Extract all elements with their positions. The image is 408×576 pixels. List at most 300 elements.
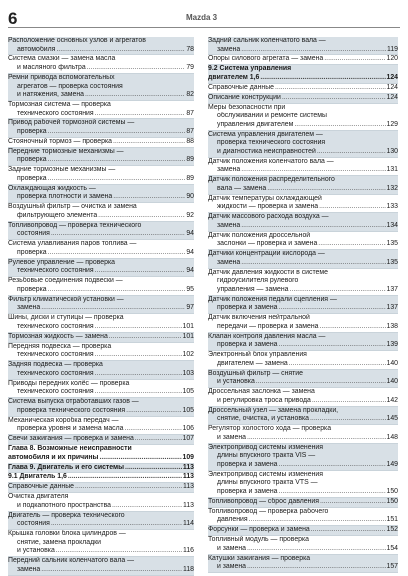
toc-entry-line: Ремни привода вспомогательных bbox=[8, 73, 115, 81]
toc-page-number: 130 bbox=[386, 147, 398, 155]
toc-page-number: 140 bbox=[386, 378, 398, 386]
toc-entry-title: состояния bbox=[17, 520, 50, 528]
toc-page-number: 114 bbox=[183, 520, 194, 528]
toc-page-number: 124 bbox=[386, 83, 398, 91]
dot-leader bbox=[48, 128, 186, 137]
toc-entry bbox=[8, 445, 194, 463]
toc-entry-title: проверка bbox=[17, 285, 47, 293]
toc-entry bbox=[8, 74, 194, 101]
dot-leader bbox=[249, 516, 386, 525]
toc-page-number: 151 bbox=[386, 516, 398, 524]
toc-entry-title: проверка bbox=[17, 174, 47, 182]
toc-entry-title: жидкости — проверка и замена bbox=[217, 203, 319, 211]
toc-entry bbox=[8, 398, 194, 416]
toc-entry-last-line bbox=[8, 91, 194, 100]
toc-entry-title: технического состояния bbox=[17, 322, 94, 330]
toc-page-number: 107 bbox=[182, 435, 194, 443]
toc-entry-title: проверка и замена bbox=[217, 460, 278, 468]
toc-entry-title: и подкапотного пространства bbox=[17, 501, 111, 509]
dot-leader bbox=[135, 435, 182, 444]
toc-entry-last-line bbox=[8, 230, 194, 239]
toc-entry-last-line bbox=[8, 566, 194, 575]
toc-entry-title: проверка и замена bbox=[217, 304, 278, 312]
toc-entry bbox=[8, 55, 194, 73]
toc-entry-title: технического состояния bbox=[17, 388, 94, 396]
toc-entry-last-line bbox=[208, 323, 398, 332]
toc-page-number: 82 bbox=[186, 91, 194, 99]
toc-entry bbox=[8, 380, 194, 398]
toc-page-number: 94 bbox=[186, 267, 194, 275]
dot-leader bbox=[311, 526, 386, 535]
toc-entry-last-line bbox=[8, 473, 194, 482]
toc-entry-title: Свечи зажигания — проверка и замена bbox=[8, 435, 134, 443]
toc-entry-last-line bbox=[208, 461, 398, 470]
toc-entry-last-line bbox=[8, 370, 194, 379]
dot-leader bbox=[75, 483, 182, 492]
toc-entry-line: Механическая коробка передач — bbox=[8, 416, 119, 424]
toc-entry bbox=[8, 101, 194, 119]
toc-entry-title: проверка bbox=[17, 248, 47, 256]
toc-entry-line: Рулевое управление — проверка bbox=[8, 258, 115, 266]
toc-entry-title: и установка bbox=[17, 547, 55, 555]
toc-page-number: 113 bbox=[183, 483, 194, 491]
toc-page-number: 140 bbox=[386, 359, 398, 367]
toc-page-number: 102 bbox=[182, 351, 194, 359]
toc-entry-line: Датчик положения педали сцепления — bbox=[208, 295, 337, 303]
toc-entry-title: и замена bbox=[217, 433, 246, 441]
toc-entry-last-line bbox=[8, 193, 194, 202]
toc-entry-line: Датчик массового расхода воздуха — bbox=[208, 213, 329, 221]
toc-page-number: 124 bbox=[386, 93, 398, 101]
toc-entry bbox=[8, 493, 194, 511]
dot-leader bbox=[279, 461, 386, 470]
toc-page-number: 92 bbox=[186, 211, 194, 219]
toc-entry-line: проверка технического состояния bbox=[217, 139, 326, 147]
toc-entry-title: проверка технического состояния bbox=[17, 406, 126, 414]
dot-leader bbox=[294, 121, 385, 130]
toc-entry bbox=[208, 176, 398, 194]
toc-entry-title: снятие, очистка, и установка bbox=[217, 415, 309, 423]
toc-entry-line: Система управления двигателем — bbox=[208, 130, 323, 138]
toc-entry-last-line bbox=[208, 516, 398, 525]
toc-entry-line: Тормозная система — проверка bbox=[8, 101, 111, 108]
toc-entry-line: Катушки зажигания — проверка bbox=[208, 554, 311, 562]
dot-leader bbox=[241, 259, 385, 268]
toc-entry-line: Шины, диски и ступицы — проверка bbox=[8, 314, 124, 322]
toc-page-number: 132 bbox=[386, 184, 398, 192]
toc-entry-title: давления bbox=[217, 516, 248, 524]
toc-entry-line: Топливопровод — проверка технического bbox=[8, 221, 142, 229]
toc-entry-title: управления двигателем bbox=[217, 120, 294, 128]
toc-entry-last-line bbox=[8, 175, 194, 184]
toc-page-number: 90 bbox=[186, 193, 194, 201]
toc-entry-line: Приводы передних колёс — проверка bbox=[8, 379, 130, 387]
toc-entry bbox=[208, 269, 398, 296]
dot-leader bbox=[95, 388, 182, 397]
toc-entry-title: автомобиля bbox=[17, 45, 56, 53]
dot-leader bbox=[95, 370, 182, 379]
toc-entry-last-line bbox=[208, 415, 398, 424]
toc-entry bbox=[8, 203, 194, 221]
toc-entry-last-line bbox=[208, 434, 398, 443]
toc-entry-line: Система смазки — замена масла bbox=[8, 55, 116, 63]
dot-leader bbox=[317, 148, 386, 157]
toc-page-number: 157 bbox=[386, 563, 398, 571]
toc-entry-line: Привод рабочей тормозной системы — bbox=[8, 119, 135, 127]
toc-entry-last-line bbox=[8, 435, 194, 444]
toc-entry-line: агрегатов — проверка состояния bbox=[17, 82, 123, 90]
toc-entry-line: Очистка двигателя bbox=[8, 493, 69, 501]
toc-page-number: 124 bbox=[386, 73, 398, 81]
toc-entry-line: Воздушный фильтр — снятие bbox=[208, 369, 303, 377]
dot-leader bbox=[125, 464, 182, 473]
toc-page-number: 119 bbox=[387, 45, 398, 53]
toc-entry-line: Задняя подвеска — проверка bbox=[8, 361, 103, 369]
dot-leader bbox=[56, 46, 185, 55]
toc-entry-line: Клапан контроля давления масла — bbox=[208, 332, 326, 340]
toc-page-number: 101 bbox=[182, 332, 194, 340]
dot-leader bbox=[124, 425, 181, 434]
toc-entry-title: технического состояния bbox=[17, 351, 94, 359]
toc-page-number: 79 bbox=[186, 64, 194, 72]
dot-leader bbox=[319, 203, 385, 212]
toc-entry-title: проверка bbox=[17, 156, 47, 164]
toc-entry-line: Топливопровод — проверка рабочего bbox=[208, 507, 329, 515]
toc-entry-last-line bbox=[208, 240, 398, 249]
dot-leader bbox=[48, 249, 186, 258]
toc-entry-title: замена bbox=[17, 565, 41, 573]
toc-page-number: 148 bbox=[386, 433, 398, 441]
toc-entry-last-line bbox=[8, 286, 194, 295]
toc-page-number: 101 bbox=[182, 322, 194, 330]
toc-entry-title: проверка и замена bbox=[217, 341, 278, 349]
toc-page-number: 118 bbox=[183, 565, 194, 573]
toc-entry-last-line bbox=[8, 323, 194, 332]
toc-entry-last-line bbox=[8, 46, 194, 55]
toc-entry bbox=[208, 407, 398, 425]
toc-entry-line: Дроссельная заслонка — замена bbox=[208, 388, 315, 396]
toc-entry bbox=[8, 277, 194, 295]
dot-leader bbox=[48, 175, 186, 184]
toc-entry-title: проверка плотности и замена bbox=[17, 193, 113, 201]
toc-entry-line: Электропривод системы изменения bbox=[208, 443, 323, 451]
toc-entry-last-line bbox=[208, 94, 398, 103]
toc-page-number: 87 bbox=[186, 109, 194, 117]
toc-entry bbox=[208, 195, 398, 213]
toc-entry-line: обслуживании и ремонте системы bbox=[217, 112, 327, 120]
toc-entry-last-line bbox=[208, 304, 398, 313]
toc-entry bbox=[8, 166, 194, 184]
dot-leader bbox=[85, 91, 185, 100]
toc-entry-line: Датчик включения нейтральной bbox=[208, 314, 310, 322]
toc-entry-title: Стояночный тормоз — проверка bbox=[8, 137, 112, 145]
toc-page-number: 89 bbox=[186, 174, 194, 182]
toc-entry-title: двигателем 1,6 bbox=[208, 73, 260, 81]
toc-page-number: 134 bbox=[386, 221, 398, 229]
toc-entry-title: и замена bbox=[217, 544, 246, 552]
toc-page-number: 87 bbox=[186, 128, 194, 136]
toc-entry-last-line bbox=[208, 526, 398, 535]
dot-leader bbox=[247, 563, 386, 572]
toc-entry-line: Меры безопасности при bbox=[208, 103, 286, 111]
toc-entry-line: Передние тормозные механизмы — bbox=[8, 147, 124, 155]
toc-entry-line: длины впускного тракта VTS — bbox=[217, 479, 318, 487]
toc-entry bbox=[208, 37, 398, 55]
toc-page-number: 94 bbox=[186, 248, 194, 256]
dot-leader bbox=[290, 286, 386, 295]
toc-page-number: 150 bbox=[386, 497, 398, 505]
toc-entry-title: технического состояния bbox=[17, 267, 94, 275]
dot-leader bbox=[282, 94, 386, 103]
toc-entry-title: Топливопровод — сброс давления bbox=[208, 497, 319, 505]
toc-page-number: 129 bbox=[386, 120, 398, 128]
toc-entry-last-line bbox=[208, 360, 398, 369]
toc-entry bbox=[8, 240, 194, 258]
toc-entry-line: Задние тормозные механизмы — bbox=[8, 166, 116, 174]
toc-page-number: 154 bbox=[386, 544, 398, 552]
toc-entry-line: Крышка головки блока цилиндров — bbox=[8, 530, 126, 538]
toc-entry-title: технического состояния bbox=[17, 369, 94, 377]
toc-entry bbox=[8, 119, 194, 137]
toc-page-number: 150 bbox=[386, 487, 398, 495]
toc-entry-title: замена bbox=[217, 221, 241, 229]
dot-leader bbox=[41, 566, 182, 575]
toc-page-number: 138 bbox=[386, 322, 398, 330]
toc-entry-last-line bbox=[208, 55, 398, 64]
toc-entry bbox=[208, 444, 398, 471]
toc-entry bbox=[208, 351, 398, 369]
toc-page-number: 133 bbox=[386, 203, 398, 211]
toc-entry-last-line bbox=[8, 64, 194, 73]
toc-entry-title: и масляного фильтра bbox=[17, 64, 86, 72]
dot-leader bbox=[87, 64, 186, 73]
toc-entry bbox=[208, 314, 398, 332]
toc-page-number: 135 bbox=[386, 240, 398, 248]
toc-entry bbox=[8, 512, 194, 530]
toc-entry bbox=[208, 55, 398, 65]
toc-entry bbox=[8, 530, 194, 557]
toc-page-number: 120 bbox=[386, 55, 398, 63]
toc-entry-title: замена bbox=[217, 258, 241, 266]
toc-entry-title: 9.1 Двигатель 1,6 bbox=[8, 473, 67, 481]
toc-entry bbox=[8, 343, 194, 361]
toc-entry-last-line bbox=[208, 397, 398, 406]
toc-entry-last-line bbox=[8, 454, 194, 463]
toc-entry bbox=[8, 417, 194, 435]
toc-entry-title: Глава 9. Двигатель и его системы bbox=[8, 463, 125, 471]
toc-entry-line: гидроусилителя рулевого bbox=[217, 277, 299, 285]
toc-entry-last-line bbox=[8, 464, 194, 473]
toc-page-number: 139 bbox=[386, 341, 398, 349]
dot-leader bbox=[95, 351, 182, 360]
toc-entry bbox=[208, 498, 398, 508]
toc-entry-title: замена bbox=[17, 304, 41, 312]
toc-entry-last-line bbox=[8, 547, 194, 556]
toc-entry bbox=[8, 138, 194, 148]
toc-page-number: 116 bbox=[183, 547, 194, 555]
toc-entry-last-line bbox=[208, 121, 398, 130]
toc-entry-line: Датчик давления жидкости в системе bbox=[208, 268, 328, 276]
toc-entry-line: Глава 8. Возможные неисправности bbox=[8, 445, 132, 453]
toc-entry-line: Датчик положения коленчатого вала — bbox=[208, 157, 334, 165]
toc-entry-title: автомобиля и их причины bbox=[8, 453, 99, 461]
toc-entry-title: и натяжения, замена bbox=[17, 91, 84, 99]
toc-page-number: 142 bbox=[386, 396, 398, 404]
dot-leader bbox=[241, 46, 386, 55]
toc-entry-last-line bbox=[8, 333, 194, 342]
toc-page-number: 94 bbox=[186, 230, 194, 238]
dot-leader bbox=[109, 333, 182, 342]
dot-leader bbox=[126, 407, 181, 416]
toc-entry bbox=[8, 557, 194, 575]
toc-entry-line: Электропривод системы изменения bbox=[208, 470, 323, 478]
dot-leader bbox=[99, 454, 181, 463]
dot-leader bbox=[279, 488, 386, 497]
toc-entry-last-line bbox=[8, 304, 194, 313]
toc-entry bbox=[208, 131, 398, 158]
toc-entry-last-line bbox=[208, 341, 398, 350]
toc-entry-title: технического состояния bbox=[17, 109, 94, 117]
toc-page-number: 152 bbox=[386, 526, 398, 534]
toc-entry-last-line bbox=[208, 259, 398, 268]
toc-entry bbox=[208, 508, 398, 526]
toc-entry-line: Электронный блок управления bbox=[208, 351, 307, 359]
dot-leader bbox=[289, 360, 386, 369]
toc-entry-title: проверка уровня и замена масла bbox=[17, 425, 124, 433]
toc-entry bbox=[8, 435, 194, 445]
toc-entry-title: Справочные данные bbox=[8, 483, 74, 491]
dot-leader bbox=[95, 323, 182, 332]
dot-leader bbox=[113, 138, 185, 147]
toc-entry bbox=[208, 158, 398, 176]
dot-leader bbox=[113, 193, 185, 202]
toc-entry-last-line bbox=[208, 563, 398, 572]
toc-entry-title: Тормозная жидкость — замена bbox=[8, 332, 108, 340]
dot-leader bbox=[51, 520, 182, 529]
toc-entry-last-line bbox=[8, 156, 194, 165]
toc-entry bbox=[208, 471, 398, 498]
dot-leader bbox=[324, 55, 385, 64]
toc-page-number: 137 bbox=[386, 285, 398, 293]
toc-entry-title: управления — замена bbox=[217, 285, 289, 293]
toc-page-number: 113 bbox=[182, 463, 194, 471]
toc-entry-last-line bbox=[8, 249, 194, 258]
toc-entry-last-line bbox=[208, 46, 398, 55]
toc-entry bbox=[208, 213, 398, 231]
toc-entry-line: Топливный модуль — проверка bbox=[208, 536, 309, 544]
toc-entry bbox=[8, 333, 194, 343]
toc-entry-line: Расположение основных узлов и агрегатов bbox=[8, 37, 146, 44]
toc-left-column bbox=[8, 37, 194, 576]
toc-entry-line: Датчик положения распределительного bbox=[208, 176, 335, 184]
dot-leader bbox=[98, 212, 185, 221]
toc-entry bbox=[208, 425, 398, 443]
toc-entry bbox=[8, 473, 194, 483]
toc-entry-last-line bbox=[8, 110, 194, 119]
toc-entry-last-line bbox=[208, 222, 398, 231]
toc-entry-line: Фильтр климатической установки — bbox=[8, 295, 124, 303]
toc-entry-title: фильтрующего элемента bbox=[17, 211, 98, 219]
toc-entry bbox=[8, 185, 194, 203]
toc-entry-line: Датчик температуры охлаждающей bbox=[208, 194, 322, 202]
toc-entry-line: Система выпуска отработавших газов — bbox=[8, 398, 139, 406]
dot-leader bbox=[267, 185, 385, 194]
toc-entry-last-line bbox=[208, 488, 398, 497]
toc-entry bbox=[208, 388, 398, 406]
toc-entry-last-line bbox=[8, 267, 194, 276]
toc-entry-line: Охлаждающая жидкость — bbox=[8, 184, 96, 192]
toc-entry bbox=[8, 296, 194, 314]
toc-entry-last-line bbox=[8, 407, 194, 416]
toc-entry bbox=[208, 333, 398, 351]
dot-leader bbox=[68, 473, 182, 482]
dot-leader bbox=[241, 166, 385, 175]
toc-entry bbox=[8, 464, 194, 474]
toc-page-number: 145 bbox=[386, 415, 398, 423]
toc-entry bbox=[208, 232, 398, 250]
toc-page-number: 78 bbox=[186, 45, 194, 53]
toc-page-number: 89 bbox=[186, 156, 194, 164]
toc-page-number: 95 bbox=[186, 285, 194, 293]
toc-entry-line: Дроссельный узел — замена прокладки, bbox=[208, 406, 339, 414]
toc-entry-title: проверка и замена bbox=[217, 487, 278, 495]
toc-entry-title: Описание конструкции bbox=[208, 93, 281, 101]
toc-entry-last-line bbox=[8, 520, 194, 529]
toc-page-number: 113 bbox=[183, 501, 194, 509]
toc-entry-last-line bbox=[8, 502, 194, 511]
toc-entry bbox=[8, 37, 194, 55]
toc-entry-title: замена bbox=[217, 45, 241, 53]
dot-leader bbox=[95, 110, 186, 119]
dot-leader bbox=[310, 415, 386, 424]
toc-entry-line: Передняя подвеска — проверка bbox=[8, 342, 112, 350]
dot-leader bbox=[48, 286, 186, 295]
dot-leader bbox=[48, 156, 186, 165]
toc-entry bbox=[8, 148, 194, 166]
toc-entry-last-line bbox=[8, 212, 194, 221]
toc-entry-line: Задний сальник коленчатого вала — bbox=[208, 37, 326, 44]
running-header: Mazda 3 bbox=[186, 13, 218, 22]
dot-leader bbox=[312, 397, 386, 406]
dot-leader bbox=[56, 547, 182, 556]
dot-leader bbox=[279, 341, 386, 350]
toc-page-number: 113 bbox=[182, 473, 194, 481]
toc-entry-last-line bbox=[208, 378, 398, 387]
page-number: 6 bbox=[8, 9, 18, 28]
toc-entry bbox=[8, 222, 194, 240]
toc-entry bbox=[208, 526, 398, 536]
dot-leader bbox=[260, 74, 385, 83]
toc-entry-title: Форсунки — проверка и замена bbox=[208, 526, 310, 534]
dot-leader bbox=[318, 240, 385, 249]
toc-entry-line: Воздушный фильтр — очистка и замена bbox=[8, 203, 137, 211]
toc-entry-line: длины впускного тракта VIS — bbox=[217, 452, 316, 460]
toc-page-number: 109 bbox=[182, 453, 194, 461]
toc-entry bbox=[208, 65, 398, 83]
toc-entry bbox=[8, 483, 194, 493]
toc-entry-line: Датчик положения дроссельной bbox=[208, 231, 311, 239]
toc-entry-line: Регулятор холостого хода — проверка bbox=[208, 425, 332, 433]
toc-entry-title: и регулировка троса привода bbox=[217, 396, 311, 404]
toc-entry bbox=[208, 94, 398, 104]
toc-entry-title: проверка bbox=[17, 128, 47, 136]
toc-entry-last-line bbox=[208, 203, 398, 212]
dot-leader bbox=[51, 230, 186, 239]
toc-entry-title: и замена bbox=[217, 563, 246, 571]
toc-entry-line: Датчики концентрации кислорода — bbox=[208, 250, 325, 258]
toc-entry-last-line bbox=[8, 138, 194, 147]
toc-entry-title: двигателем — замена bbox=[217, 359, 288, 367]
